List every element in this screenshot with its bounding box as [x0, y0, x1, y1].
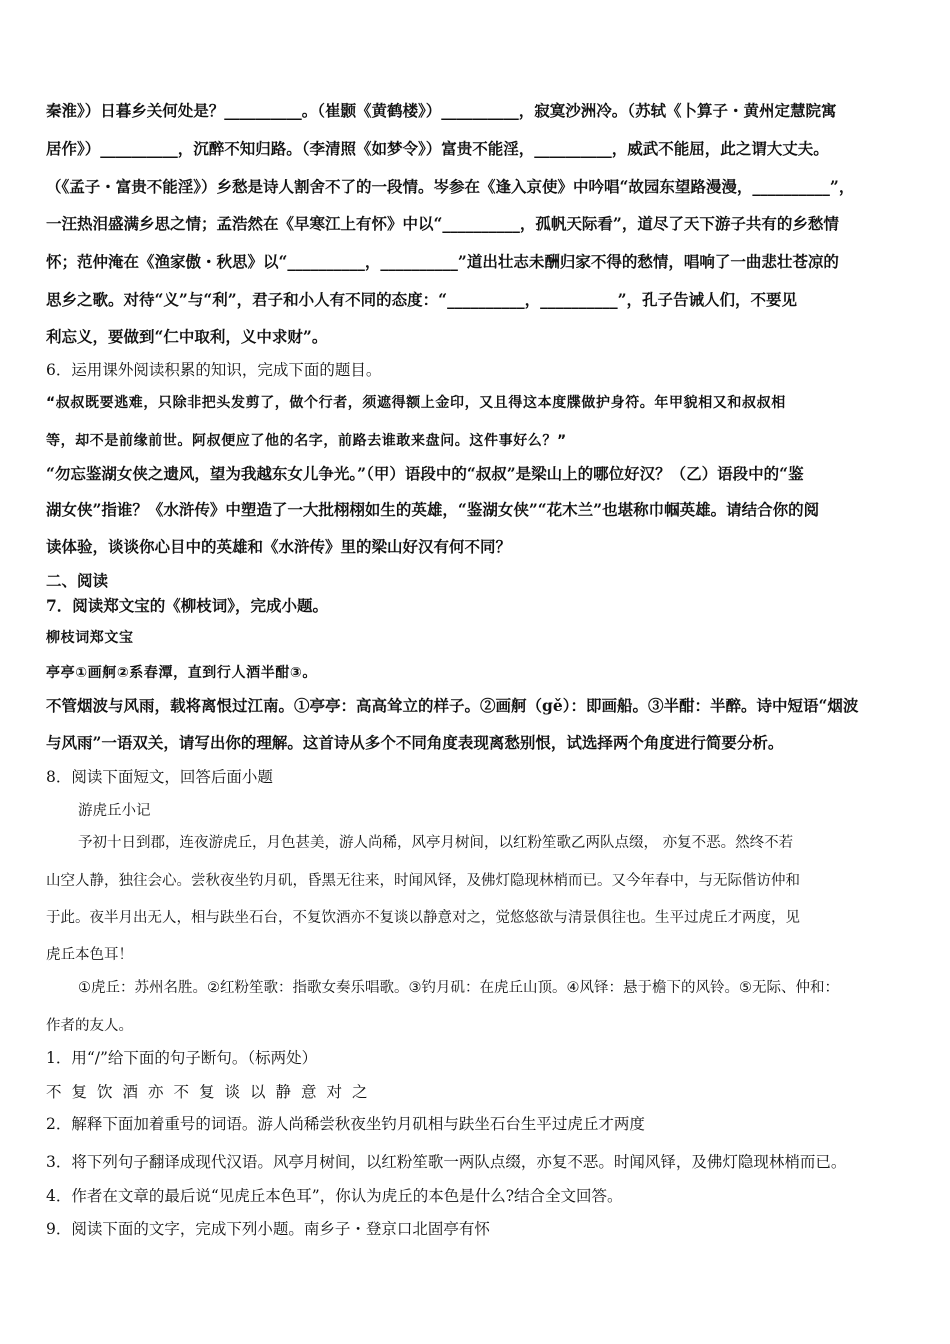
passage-line: 虎丘本色耳！	[46, 947, 133, 963]
passage-title: 游虎丘小记	[78, 803, 151, 819]
sentence-to-punctuate: 不复饮酒亦不复谈以静意对之	[46, 1083, 378, 1101]
text-line: “勿忘鉴湖女侠之遗风，望为我越东女儿争光。”（甲）语段中的“叔叔”是梁山上的哪位好汉？（乙）语段中的“鉴	[46, 464, 804, 483]
passage-line: 予初十日到郡，连夜游虎丘，月色甚美，游人尚稀，风亭月树间，以红粉笙歌乙两队点缀， 亦复不恶。然终不若	[78, 835, 794, 851]
text-line: 利忘义，要做到“仁中取利，义中求财”。	[46, 327, 328, 346]
text-line: 与风雨”一语双关，请写出你的理解。这首诗从多个不同角度表现离愁别恨，试选择两个角度进行简要分析。	[46, 733, 784, 752]
text-line: 思乡之歌。对待“义”与“利”，君子和小人有不同的态度：“__________，__________”，孔子告诫人们，不要见	[46, 290, 797, 309]
footnote-line: 作者的友人。	[46, 1018, 133, 1034]
question-heading: 9．阅读下面的文字，完成下列小题。南乡子・登京口北固亭有怀	[46, 1220, 490, 1238]
footnote-line: ①虎丘：苏州名胜。②红粉笙歌：指歌女奏乐唱歌。③钓月矶：在虎丘山顶。④风铎：悬于檐下的风铃。⑤无际、仲和：	[78, 980, 839, 996]
text-line: 读体验，谈谈你心目中的英雄和《水浒传》里的梁山好汉有何不同？	[46, 537, 512, 556]
text-line: 一汪热泪盛满乡思之情；孟浩然在《早寒江上有怀》中以“__________，孤帆天际看”，道尽了天下游子共有的乡愁情	[46, 214, 839, 233]
question-heading: 6．运用课外阅读积累的知识，完成下面的题目。	[46, 361, 382, 379]
passage-line: 山空人静，独往会心。尝秋夜坐钓月矶，昏黑无往来，时闻风铎，及佛灯隐现林梢而已。又今年春中，与无际偕访仲和	[46, 873, 800, 889]
question-heading: 7．阅读郑文宝的《柳枝词》，完成小题。	[46, 596, 329, 615]
section-heading: 二、阅读	[46, 571, 109, 590]
text-line: 湖女侠”指谁？《水浒传》中塑造了一大批栩栩如生的英雄，“鉴湖女侠”“花木兰”也堪称巾帼英雄。请结合你的阅	[46, 500, 820, 519]
sub-question: 1．用“/”给下面的句子断句。（标两处）	[46, 1049, 318, 1067]
sub-question: 4．作者在文章的最后说“见虎丘本色耳”，你认为虎丘的本色是什么?结合全文回答。	[46, 1187, 623, 1205]
text-line: 不管烟波与风雨，载将离恨过江南。①亭亭：高高耸立的样子。②画舸（gě）：即画船。③半酣：半醉。诗中短语“烟波	[46, 696, 859, 715]
text-line: 居作》）__________，沉醉不知归路。（李清照《如梦令》）富贵不能淫，__________，威武不能屈，此之谓大丈夫。	[46, 139, 829, 158]
sub-question: 3．将下列句子翻译成现代汉语。风亭月树间，以红粉笙歌一两队点缀，亦复不恶。时闻风铎，及佛灯隐现林梢而已。	[46, 1153, 847, 1171]
text-line: 等，却不是前缘前世。阿叔便应了他的名字，前路去谁敢来盘问。这件事好么？”	[46, 433, 567, 449]
passage-line: 于此。夜半月出无人，相与趺坐石台，不复饮酒亦不复谈以静意对之，觉悠悠欲与清景俱往也。生平过虎丘才两度，见	[46, 910, 800, 926]
sub-question: 2．解释下面加着重号的词语。游人尚稀尝秋夜坐钓月矶相与趺坐石台生平过虎丘才两度	[46, 1115, 645, 1133]
text-line: “叔叔既要逃难，只除非把头发剪了，做个行者，须遮得额上金印，又且得这本度牒做护身符。年甲貌相又和叔叔相	[46, 395, 786, 411]
poem-line: 亭亭①画舸②系春潭，直到行人酒半酣③。	[46, 665, 317, 681]
poem-title: 柳枝词郑文宝	[46, 630, 134, 646]
question-heading: 8．阅读下面短文，回答后面小题	[46, 768, 273, 786]
text-line: 秦淮》）日暮乡关何处是？__________。（崔颢《黄鹤楼》）__________，寂寞沙洲冷。（苏轼《卜算子・黄州定慧院寓	[46, 101, 837, 120]
text-line: （《孟子・富贵不能淫》）乡愁是诗人割舍不了的一段情。岑参在《逢入京使》中吟唱“故园东望路漫漫，__________”，	[46, 177, 855, 196]
text-line: 怀；范仲淹在《渔家傲・秋思》以“__________，__________”道出壮志未酬归家不得的愁情，唱响了一曲悲壮苍凉的	[46, 252, 839, 271]
